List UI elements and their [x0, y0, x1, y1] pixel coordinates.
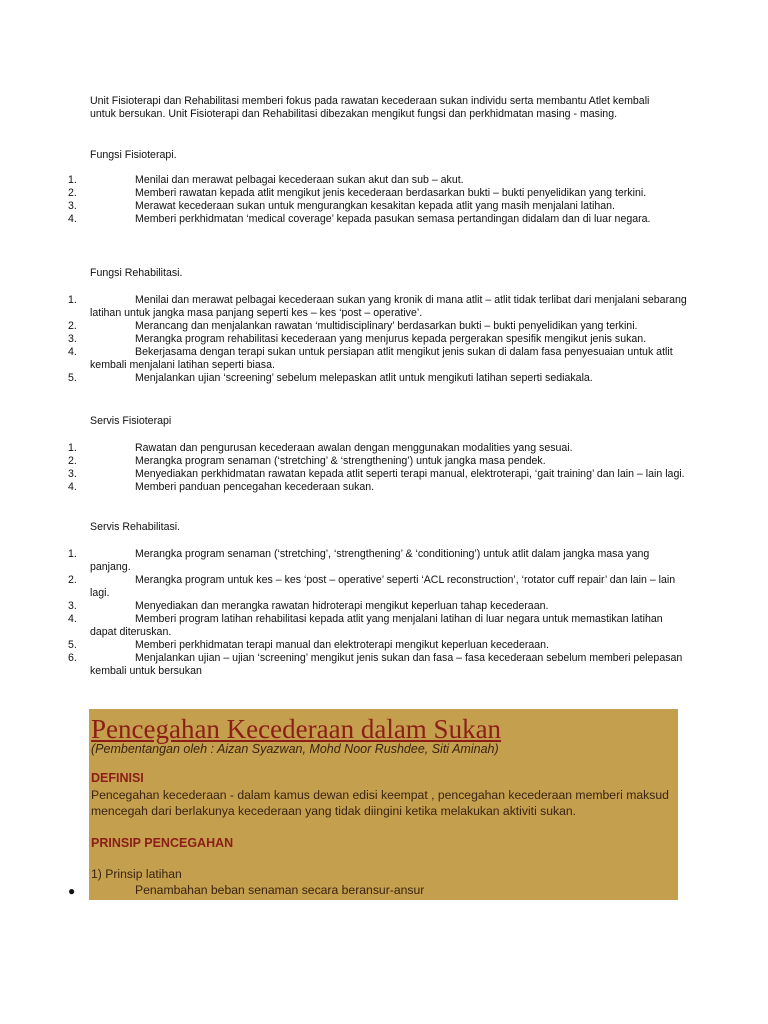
item-text: Bekerjasama dengan terapi sukan untuk persiapan atlit mengikut jenis sukan di dalam fasa penyesuaian untuk atlit kembali menjalani latihan seperti biasa. [90, 346, 673, 371]
presenters-subtitle: (Pembentangan oleh : Aizan Syazwan, Mohd Noor Rushdee, Siti Aminah) [91, 742, 499, 756]
item-text: Merancang dan menjalankan rawatan ‘multidisciplinary’ berdasarkan bukti – bukti penyelidikan yang terkini. [135, 320, 638, 332]
list-servis-fisioterapi [0, 442, 690, 494]
item-number: 5. [68, 372, 77, 384]
list-servis-rehabilitasi [0, 548, 690, 678]
list-item [0, 548, 690, 574]
item-number: 6. [68, 652, 77, 664]
item-number: 2. [68, 320, 77, 332]
list-item [0, 346, 690, 372]
item-number: 3. [68, 600, 77, 612]
pencegahan-section [68, 709, 678, 900]
section-heading-fungsi-rehabilitasi: Fungsi Rehabilitasi. [90, 267, 183, 279]
item-number: 2. [68, 455, 77, 467]
item-text: Merangka program rehabilitasi kecederaan yang menjurus kepada pergerakan spesifik mengikut jenis sukan. [135, 333, 647, 345]
item-number: 1. [68, 174, 77, 186]
item-number: 4. [68, 481, 77, 493]
item-text: Memberi panduan pencegahan kecederaan sukan. [135, 481, 375, 493]
list-item [0, 639, 690, 652]
item-text: Menjalankan ujian – ujian ‘screening’ mengikut jenis sukan dan fasa – fasa kecederaan sebelum memberi pelepasan kembali untuk bersukan [90, 652, 683, 677]
list-item [0, 574, 690, 600]
list-item [0, 600, 690, 613]
prinsip-heading: PRINSIP PENCEGAHAN [91, 836, 234, 850]
item-number: 1. [68, 294, 77, 306]
bullet-icon: ● [68, 884, 76, 898]
item-text: Menyediakan dan merangka rawatan hidroterapi mengikut keperluan tahap kecederaan. [135, 600, 549, 612]
list-item [0, 372, 690, 385]
prinsip-item: 1) Prinsip latihan [91, 867, 182, 881]
list-item [0, 187, 690, 200]
section-heading-fungsi-fisioterapi: Fungsi Fisioterapi. [90, 149, 177, 161]
list-fungsi-fisioterapi [0, 174, 690, 226]
item-number: 4. [68, 213, 77, 225]
item-text: Menjalankan ujian ‘screening’ sebelum melepaskan atlit untuk mengikuti latihan seperti sediakala. [135, 372, 593, 384]
item-text: Merangka program untuk kes – kes ‘post – operative’ seperti ‘ACL reconstruction’, ‘rotator cuff repair’ dan lain – lain lagi. [90, 574, 676, 599]
item-number: 2. [68, 187, 77, 199]
item-number: 5. [68, 639, 77, 651]
item-text: Merawat kecederaan sukan untuk mengurangkan kesakitan kepada atlit yang masih menjalani latihan. [135, 200, 615, 212]
item-text: Memberi perkhidmatan terapi manual dan elektroterapi mengikut keperluan kecederaan. [135, 639, 549, 651]
bullet-text: Penambahan beban senaman secara beransur-ansur [135, 883, 425, 897]
item-text: Menilai dan merawat pelbagai kecederaan sukan yang kronik di mana atlit – atlit tidak terlibat dari menjalani sebarang latihan untuk jangka masa panjang seperti kes – kes ‘post – operative’. [90, 294, 687, 319]
item-number: 2. [68, 574, 77, 586]
list-item [0, 320, 690, 333]
list-item [0, 613, 690, 639]
list-item [0, 333, 690, 346]
item-number: 1. [68, 548, 77, 560]
list-item [0, 481, 690, 494]
list-item [0, 213, 690, 226]
list-fungsi-rehabilitasi [0, 294, 690, 385]
section-heading-servis-rehabilitasi: Servis Rehabilitasi. [90, 521, 181, 533]
item-number: 4. [68, 613, 77, 625]
list-item [0, 200, 690, 213]
list-item [0, 455, 690, 468]
item-text: Menyediakan perkhidmatan rawatan kepada atlit seperti terapi manual, elektroterapi, ‘gait training’ dan lain – lain lagi. [135, 468, 685, 480]
list-item [0, 442, 690, 455]
list-item [0, 652, 690, 678]
item-number: 3. [68, 333, 77, 345]
definisi-heading: DEFINISI [91, 771, 144, 785]
item-text: Memberi rawatan kepada atlit mengikut jenis kecederaan berdasarkan bukti – bukti penyelidikan yang terkini. [135, 187, 647, 199]
list-item [0, 468, 690, 481]
section-heading-servis-fisioterapi: Servis Fisioterapi [90, 415, 172, 427]
item-text: Memberi perkhidmatan ‘medical coverage’ kepada pasukan semasa pertandingan didalam dan di luar negara. [135, 213, 651, 225]
item-number: 3. [68, 200, 77, 212]
item-text: Merangka program senaman (‘stretching’, ‘strengthening’ & ‘conditioning’) untuk atlit dalam jangka masa yang panjang. [90, 548, 650, 573]
item-number: 4. [68, 346, 77, 358]
item-text: Rawatan dan pengurusan kecederaan awalan dengan menggunakan modalities yang sesuai. [135, 442, 573, 454]
item-text: Memberi program latihan rehabilitasi kepada atlit yang menjalani latihan di luar negara untuk memastikan latihan dapat diteruskan. [90, 613, 663, 638]
item-number: 1. [68, 442, 77, 454]
item-text: Merangka program senaman (‘stretching’ & ‘strengthening’) untuk jangka masa pendek. [135, 455, 546, 467]
intro-paragraph: Unit Fisioterapi dan Rehabilitasi memberi fokus pada rawatan kecederaan sukan individu serta membantu Atlet kembali untuk bersukan. Unit Fisioterapi dan Rehabilitasi dibezakan mengikut fungsi dan perkhidmatan masing - masing. [90, 95, 650, 120]
list-item [0, 174, 690, 187]
definisi-text: Pencegahan kecederaan - dalam kamus dewan edisi keempat , pencegahan kecederaan memberi maksud mencegah dari berlakunya kecederaan yang tidak diingini ketika melakukan aktiviti sukan. [91, 788, 669, 818]
item-number: 3. [68, 468, 77, 480]
section-title-link[interactable]: Pencegahan Kecederaan dalam Sukan [91, 714, 502, 744]
list-item [0, 294, 690, 320]
item-text: Menilai dan merawat pelbagai kecederaan sukan akut dan sub – akut. [135, 174, 464, 186]
